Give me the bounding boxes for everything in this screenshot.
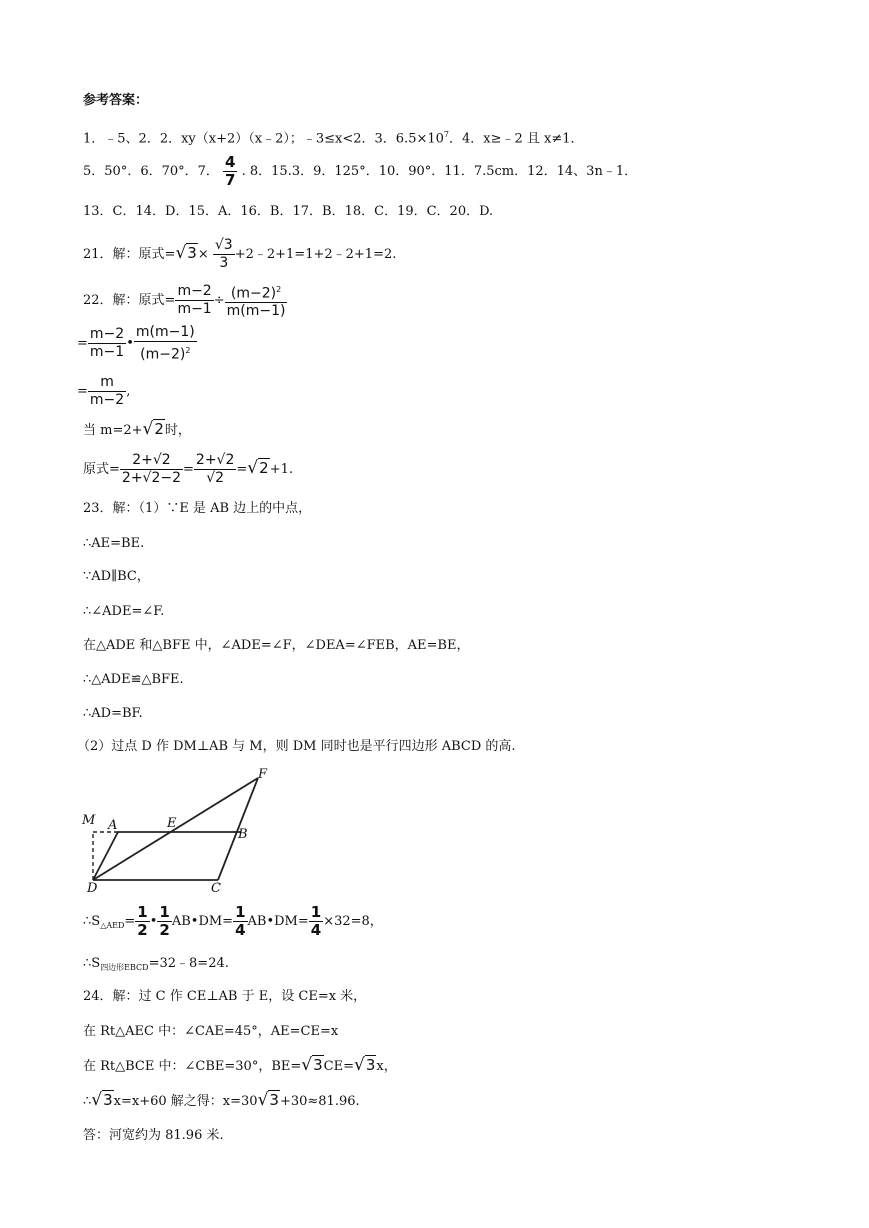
equals-sign: =	[77, 336, 88, 351]
label-a: A	[108, 818, 118, 833]
numerator: m	[88, 374, 126, 392]
area-subscript: 四边形EBCD	[100, 963, 149, 972]
answer-24-line3	[83, 1056, 397, 1076]
parallelogram-figure	[78, 766, 278, 896]
denominator: m−1	[89, 344, 125, 360]
denominator: 3	[219, 255, 229, 271]
answer-22-yuanshi: 原式=	[83, 462, 120, 477]
fraction-2	[194, 452, 236, 487]
answer-24-therefore: ∴	[83, 1094, 92, 1109]
answer-24-result: +30≈81.96.	[279, 1094, 360, 1109]
answer-24-line1: 24．解：过 C 作 CE⊥AB 于 E，设 CE=x 米，	[83, 989, 367, 1004]
denominator: 4	[310, 921, 322, 939]
answer-22-final: +1.	[269, 462, 293, 477]
answer-22	[83, 279, 287, 323]
answer-23-line7: ∴AD=BF.	[83, 706, 143, 721]
exponent: 7	[443, 130, 449, 139]
answer-22-step2	[77, 322, 197, 366]
numerator-text: (m−2)	[230, 285, 277, 302]
numerator: 1	[235, 903, 246, 921]
denominator: 4	[235, 921, 246, 939]
area-prefix: ∴S	[83, 956, 101, 971]
denominator: m(m−1)	[226, 303, 286, 320]
answer-23-line2: ∴AE=BE.	[83, 536, 145, 551]
denominator-text: (m−2)	[140, 346, 186, 363]
numerator: 1	[159, 903, 170, 921]
area-result: =32﹣8=24.	[148, 956, 229, 971]
answer-22-when-text: 当 m=2+	[83, 423, 143, 438]
answer-23-line4: ∴∠ADE=∠F.	[83, 604, 165, 619]
answer-23-line6: ∴△ADE≌△BFE.	[83, 672, 184, 687]
label-f: F	[258, 767, 268, 782]
answer-24-conclusion: 答：河宽约为 81.96 米.	[83, 1128, 224, 1143]
answer-24-equation: x=x+60 解之得：x=30	[113, 1094, 258, 1109]
exponent: 2	[185, 345, 191, 355]
answer-23-line1: 23．解：（1）∵E 是 AB 边上的中点，	[83, 501, 312, 516]
area-prefix: ∴S	[83, 914, 101, 929]
numerator: 2+√2	[120, 452, 183, 470]
answer-23-line3: ∵AD∥BC，	[83, 569, 150, 584]
denominator: m−1	[177, 301, 212, 317]
denominator: 2	[159, 921, 170, 939]
answer-line-5	[83, 152, 637, 192]
answer-22-step3	[77, 371, 130, 413]
area-subscript: △AED	[100, 921, 125, 930]
fraction-half	[135, 904, 149, 939]
denominator: √2	[206, 470, 225, 486]
numerator: m−2	[89, 326, 125, 342]
comma: ,	[126, 384, 131, 399]
fraction-half-2	[157, 904, 171, 939]
numerator: 1	[310, 903, 322, 921]
numerator: 4	[225, 153, 236, 171]
label-m: M	[82, 813, 96, 828]
answer-line-1	[83, 126, 584, 148]
sqrt-icon: √3	[91, 1090, 113, 1110]
dot-sign: •	[149, 914, 158, 929]
numerator: m(m−1)	[135, 323, 195, 340]
answer-24-line2: 在 Rt△AEC 中：∠CAE=45°，AE=CE=x	[83, 1024, 339, 1039]
label-e: E	[167, 816, 177, 831]
answer-heading: 参考答案：	[83, 93, 149, 108]
numerator: 2+√2	[195, 452, 235, 468]
sqrt-icon: √3	[301, 1055, 323, 1075]
fraction-2	[134, 324, 197, 364]
sqrt-icon: √2	[247, 458, 269, 478]
fraction-1	[88, 326, 126, 361]
answer-23-area2	[83, 955, 229, 977]
answer-24-text-c: x，	[376, 1059, 397, 1074]
answer-line-13: 13．C．14．D．15．A．16．B．17．B．18．C．19．C．20．D.	[83, 204, 494, 219]
answer-24-text-b: CE=	[323, 1059, 354, 1074]
ab-dm-text: AB•DM=	[247, 914, 309, 929]
answer-23-line8: （2）过点 D 作 DM⊥AB 与 M，则 DM 同时也是平行四边形 ABCD 的高.	[77, 739, 516, 754]
answer-23-line5: 在△ADE 和△BFE 中，∠ADE=∠F，∠DEA=∠FEB，AE=BE，	[83, 638, 470, 653]
label-d: D	[87, 881, 98, 896]
answer-4-text: ．4．x≥﹣2 且 x≠1．	[449, 131, 584, 147]
fraction-4-7	[223, 154, 237, 189]
denominator: 2+√2−2	[121, 470, 182, 486]
answer-24-text-a: 在 Rt△BCE 中：∠CBE=30°，BE=	[83, 1059, 302, 1074]
answer-24-line4	[83, 1091, 360, 1111]
exponent: 2	[276, 284, 282, 294]
answer-22-prefix: 22．解：原式=	[83, 293, 176, 308]
answer-21	[83, 232, 396, 276]
denominator: 7	[225, 171, 236, 189]
numerator: √3	[214, 237, 233, 253]
answer-22-step4	[83, 420, 191, 440]
fraction-m-over-m-2	[88, 374, 126, 409]
area-result: ×32=8，	[323, 914, 383, 929]
answer-1-4-text: 1．﹣5、2．2．xy（x+2）（x﹣2）；﹣3≤x<2．3．6.5×10	[83, 131, 444, 147]
sqrt-icon: √2	[142, 419, 164, 439]
fraction-2	[225, 281, 288, 321]
answer-8-12-text: . 8．15.3．9．125°．10．90°．11．7.5cm．12．14、3n﹣1．	[241, 164, 638, 179]
answer-21-prefix: 21．解：原式=	[83, 247, 176, 262]
answer-22-shi: 时，	[164, 423, 191, 438]
label-b: B	[238, 827, 248, 842]
answer-22-step5	[83, 446, 293, 492]
fraction-1	[175, 283, 213, 318]
ab-dm-text: AB•DM=	[171, 914, 234, 929]
label-c: C	[211, 881, 221, 896]
fraction-quarter-2	[309, 904, 323, 939]
equals-sign: =	[124, 914, 136, 929]
equals-sign: =	[183, 462, 194, 477]
sqrt-icon: √3	[175, 243, 197, 263]
numerator	[225, 281, 288, 304]
numerator: 1	[137, 903, 148, 921]
equals-sign: =	[77, 384, 88, 399]
numerator: m−2	[177, 283, 212, 299]
denominator	[134, 342, 197, 364]
divide-sign: ÷	[213, 293, 225, 308]
answer-21-rest: +2﹣2+1=1+2﹣2+1=2.	[234, 247, 397, 262]
fraction-quarter	[233, 904, 247, 939]
sqrt-icon: √3	[354, 1055, 376, 1075]
equals-sign: =	[236, 462, 248, 477]
fraction-sqrt3-over-3	[213, 237, 235, 272]
denominator: m−2	[89, 392, 125, 408]
sqrt-icon: √3	[257, 1090, 279, 1110]
answer-5-7-text: 5．50°．6．70°．7．	[83, 164, 219, 179]
dot-sign: •	[126, 336, 134, 351]
times-sign: ×	[197, 247, 209, 262]
denominator: 2	[137, 921, 148, 939]
fraction-1	[120, 452, 183, 487]
answer-23-area	[83, 900, 383, 948]
